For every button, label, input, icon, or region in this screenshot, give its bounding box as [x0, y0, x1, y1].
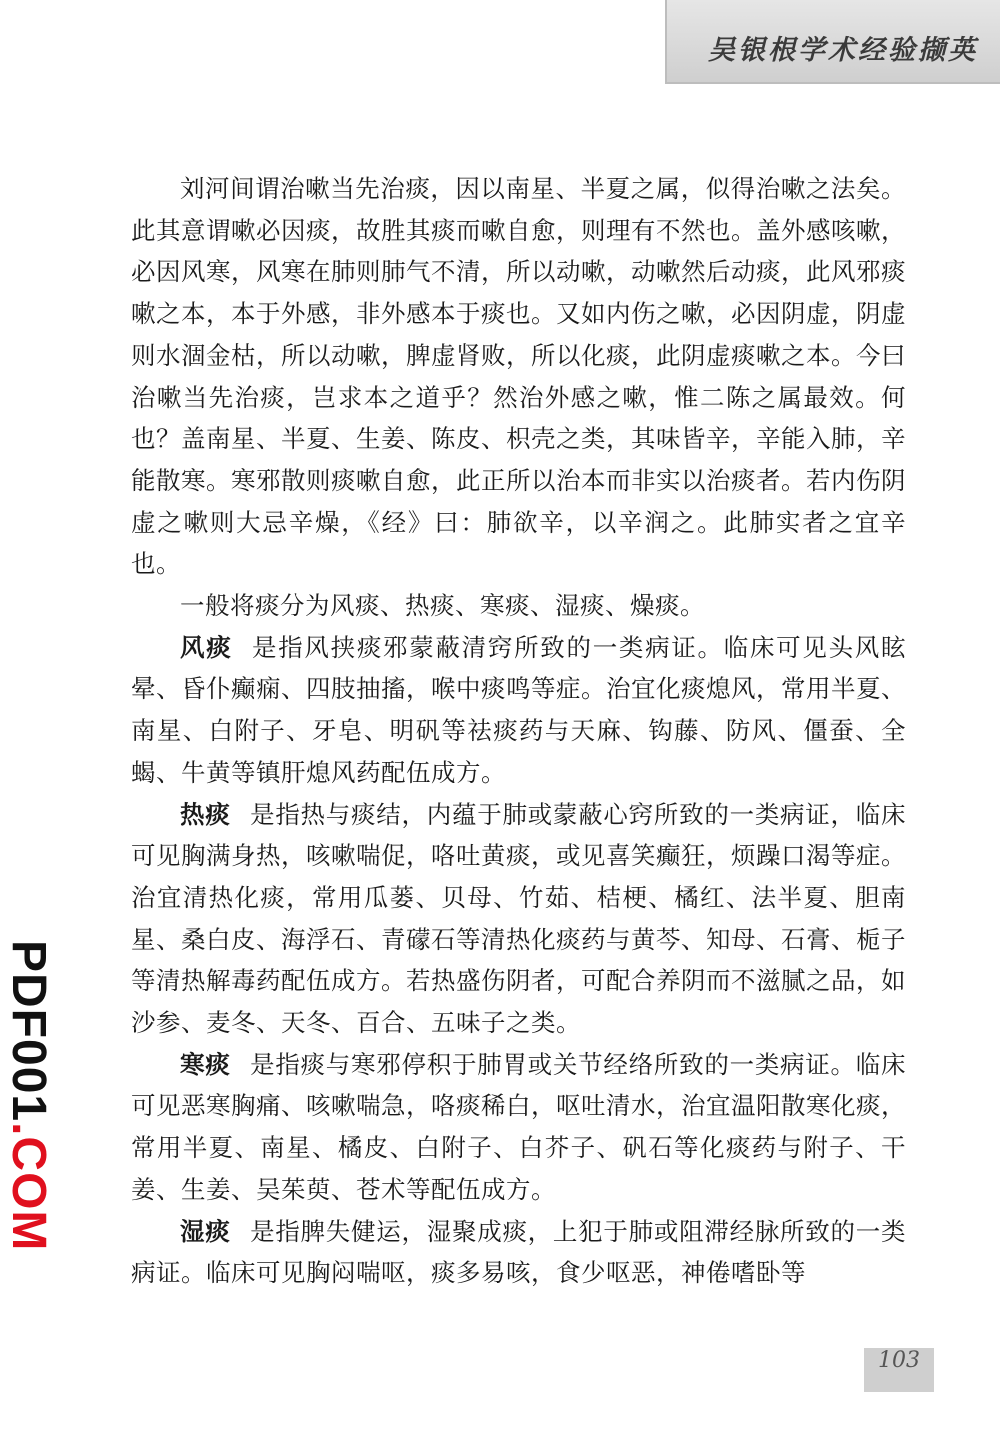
watermark-text — [0, 940, 56, 1251]
running-header — [665, 0, 1000, 84]
section-term: 湿痰 — [180, 1216, 231, 1246]
paragraph-wind-phlegm — [131, 627, 906, 794]
book-title: 吴银根学术经验撷英 — [708, 35, 978, 66]
paragraph-text: 是指脾失健运，湿聚成痰，上犯于肺或阻滞经脉所致的一类病证。临床可见胸闷喘呕，痰多易咳，食少呕恶，神倦嗜卧等 — [131, 1216, 907, 1288]
body-text — [131, 168, 906, 1294]
paragraph-cold-phlegm — [131, 1044, 906, 1211]
page-number: 103 — [864, 1348, 934, 1392]
watermark — [2, 940, 84, 1252]
paragraph-text: 一般将痰分为风痰、热痰、寒痰、湿痰、燥痰。 — [180, 591, 705, 621]
section-term: 风痰 — [180, 632, 233, 662]
paragraph-damp-phlegm — [131, 1211, 906, 1294]
section-term: 寒痰 — [180, 1049, 231, 1079]
paragraph-phlegm-types — [131, 585, 906, 627]
paragraph-text: 是指痰与寒邪停积于肺胃或关节经络所致的一类病证。临床可见恶寒胸痛、咳嗽喘急，咯痰稀白，呕吐清水，治宜温阳散寒化痰，常用半夏、南星、橘皮、白附子、白芥子、矾石等化痰药与附子、干姜、生姜、吴茱萸、苍术等配伍成方。 — [131, 1049, 907, 1204]
paragraph-text: 刘河间谓治嗽当先治痰，因以南星、半夏之属，似得治嗽之法矣。此其意谓嗽必因痰，故胜其痰而嗽自愈，则理有不然也。盖外感咳嗽，必因风寒，风寒在肺则肺气不清，所以动嗽，动嗽然后动痰，此风邪痰嗽之本，本于外感，非外感本于痰也。又如内伤之嗽，必因阴虚，阴虚则水涸金枯，所以动嗽，脾虚肾败，所以化痰，此阴虚痰嗽之本。今曰治嗽当先治痰，岂求本之道乎？然治外感之嗽，惟二陈之属最效。何也？盖南星、半夏、生姜、陈皮、枳壳之类，其味皆辛，辛能入肺，辛能散寒。寒邪散则痰嗽自愈，此正所以治本而非实以治痰者。若内伤阴虚之嗽则大忌辛燥，《经》曰：肺欲辛，以辛润之。此肺实者之宜辛也。 — [131, 174, 906, 579]
paragraph-text: 是指热与痰结，内蕴于肺或蒙蔽心窍所致的一类病证，临床可见胸满身热，咳嗽喘促，咯吐黄痰，或见喜笑癫狂，烦躁口渴等症。治宜清热化痰，常用瓜蒌、贝母、竹茹、桔梗、橘红、法半夏、胆南星、桑白皮、海浮石、青礞石等清热化痰药与黄芩、知母、石膏、栀子等清热解毒药配伍成方。若热盛伤阴者，可配合养阴而不滋腻之品，如沙参、麦冬、天冬、百合、五味子之类。 — [131, 799, 907, 1038]
paragraph-text: 是指风挟痰邪蒙蔽清窍所致的一类病证。临床可见头风眩晕、昏仆癫痫、四肢抽搐，喉中痰鸣等症。治宜化痰熄风，常用半夏、南星、白附子、牙皂、明矾等祛痰药与天麻、钩藤、防风、僵蚕、全蝎、牛黄等镇肝熄风药配伍成方。 — [131, 632, 907, 787]
paragraph-heat-phlegm — [131, 794, 906, 1044]
watermark-accent: .COM — [2, 1122, 55, 1252]
paragraph-liu-hejian — [131, 168, 906, 585]
section-term: 热痰 — [180, 799, 231, 829]
watermark-main: PDF001 — [2, 940, 55, 1123]
